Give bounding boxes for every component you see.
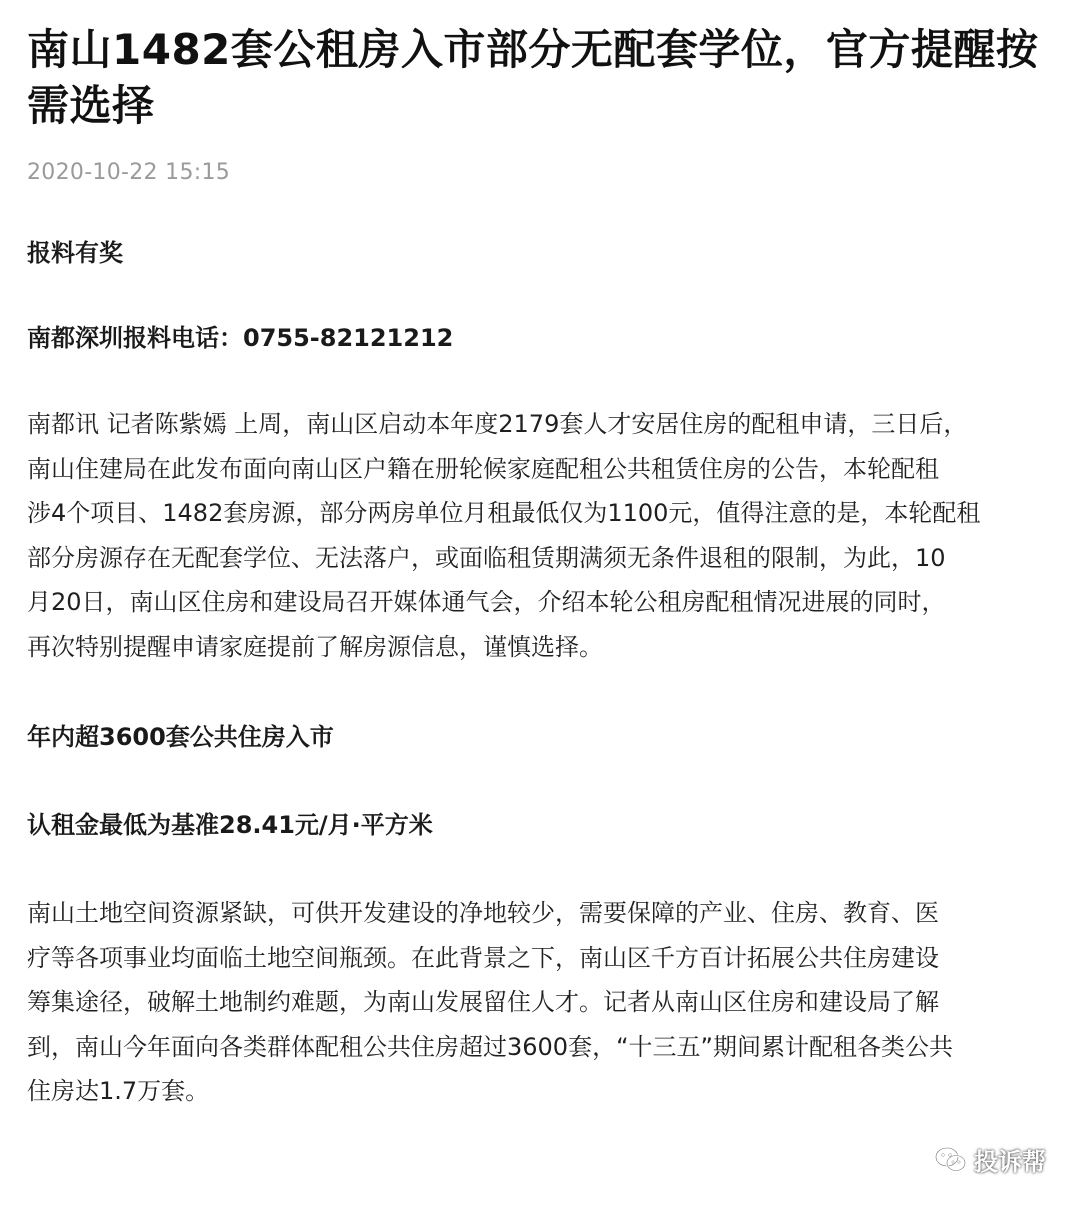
paragraph-line: 部分房源存在无配套学位、无法落户，或面临租赁期满须无条件退租的限制，为此，10 <box>27 543 946 572</box>
hotline: 南都深圳报料电话：0755-82121212 <box>27 324 454 352</box>
paragraph-line: 月20日，南山区住房和建设局召开媒体通气会，介绍本轮公租房配租情况进展的同时， <box>27 588 946 616</box>
article-title: 南山1482套公租房入市部分无配套学位，官方提醒按需选择 <box>27 25 1039 130</box>
watermark <box>934 1142 1046 1177</box>
watermark-text: 投诉帮 <box>974 1148 1046 1176</box>
paragraph-intro <box>27 402 1057 669</box>
paragraph-line: 筹集途径，破解土地制约难题，为南山发展留住人才。记者从南山区住房和建设局了解 <box>27 988 939 1016</box>
paragraph-line: 住房达1.7万套。 <box>27 1077 210 1105</box>
wechat-icon <box>934 1146 968 1174</box>
paragraph-line: 再次特别提醒申请家庭提前了解房源信息，谨慎选择。 <box>27 632 603 661</box>
paragraph-line: 南都讯 记者陈紫嫣 上周，南山区启动本年度2179套人才安居住房的配租申请，三日后， <box>27 410 968 438</box>
paragraph-line: 南山住建局在此发布面向南山区户籍在册轮候家庭配租公共租赁住房的公告，本轮配租 <box>27 454 939 483</box>
article <box>27 0 1057 1114</box>
paragraph-line: 到，南山今年面向各类群体配租公共住房超过3600套，“十三五”期间累计配租各类公共 <box>27 1032 953 1061</box>
paragraph-line: 涉4个项目、1482套房源，部分两房单位月租最低仅为1100元，值得注意的是，本轮配租 <box>27 499 981 527</box>
paragraph-line: 南山土地空间资源紧缺，可供开发建设的净地较少，需要保障的产业、住房、教育、医 <box>27 899 939 927</box>
paragraph-line: 疗等各项事业均面临土地空间瓶颈。在此背景之下，南山区千方百计拓展公共住房建设 <box>27 943 939 972</box>
section-heading-supply: 年内超3600套公共住房入市 <box>27 723 334 751</box>
section-heading-rent: 认租金最低为基准28.41元/月·平方米 <box>27 811 433 839</box>
paragraph-land <box>27 891 1057 1114</box>
tip-heading: 报料有奖 <box>27 239 123 267</box>
publish-date: 2020-10-22 15:15 <box>27 160 231 185</box>
